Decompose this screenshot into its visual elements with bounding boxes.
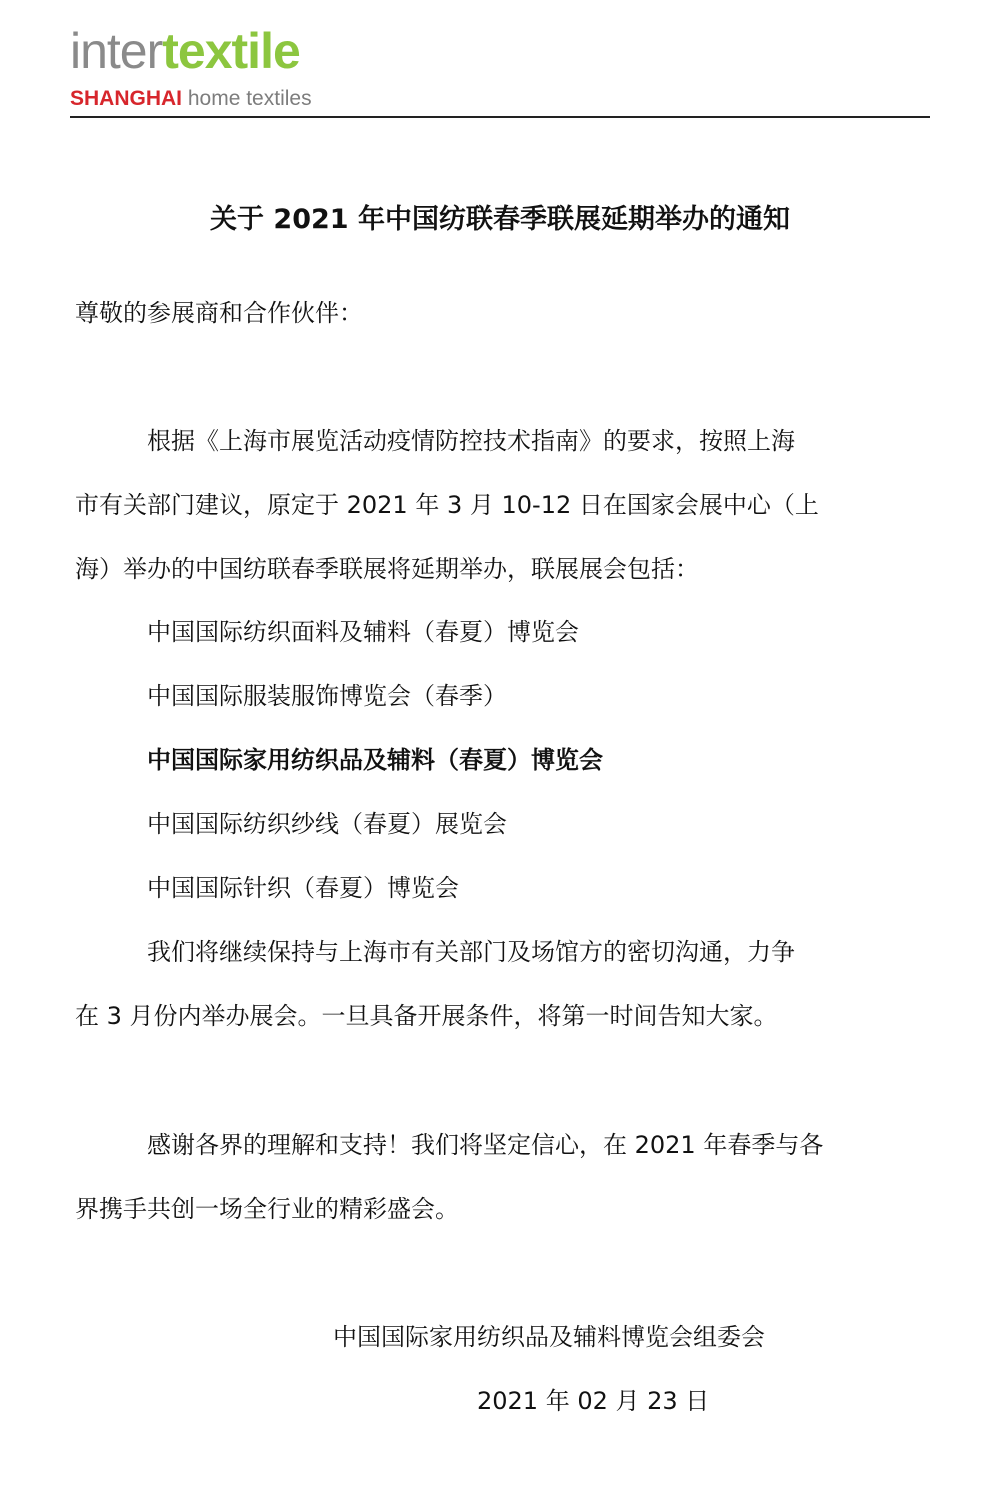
logo-tagline bbox=[70, 88, 312, 109]
signature-organizer: 中国国际家用纺织品及辅料博览会组委会 bbox=[333, 1323, 765, 1351]
exhibition-item: 中国国际纺织面料及辅料（春夏）博览会 bbox=[147, 618, 579, 646]
notice-title: 关于 2021 年中国纺联春季联展延期举办的通知 bbox=[210, 204, 790, 235]
header-divider bbox=[70, 116, 930, 118]
paragraph3-line2: 界携手共创一场全行业的精彩盛会。 bbox=[75, 1195, 459, 1223]
paragraph2-line1: 我们将继续保持与上海市有关部门及场馆方的密切沟通，力争 bbox=[147, 938, 795, 966]
signature-date: 2021 年 02 月 23 日 bbox=[477, 1387, 710, 1415]
logo-home-textiles-text: home textiles bbox=[182, 87, 312, 110]
logo-inter-text: inter bbox=[70, 23, 163, 79]
paragraph3-line1: 感谢各界的理解和支持！我们将坚定信心，在 2021 年春季与各 bbox=[147, 1131, 824, 1159]
exhibition-item: 中国国际服装服饰博览会（春季） bbox=[147, 682, 507, 710]
exhibition-item: 中国国际针织（春夏）博览会 bbox=[147, 874, 459, 902]
salutation: 尊敬的参展商和合作伙伴： bbox=[75, 299, 363, 327]
intertextile-logo bbox=[70, 23, 312, 110]
paragraph1-line2: 市有关部门建议，原定于 2021 年 3 月 10-12 日在国家会展中心（上 bbox=[75, 491, 819, 519]
logo-wordmark bbox=[70, 23, 312, 79]
exhibition-item-highlighted: 中国国际家用纺织品及辅料（春夏）博览会 bbox=[147, 746, 603, 774]
logo-shanghai-text: SHANGHAI bbox=[70, 87, 183, 110]
paragraph1-line1: 根据《上海市展览活动疫情防控技术指南》的要求，按照上海 bbox=[147, 427, 795, 455]
paragraph2-line2: 在 3 月份内举办展会。一旦具备开展条件，将第一时间告知大家。 bbox=[75, 1002, 778, 1030]
exhibition-item: 中国国际纺织纱线（春夏）展览会 bbox=[147, 810, 507, 838]
logo-textile-text: textile bbox=[162, 23, 300, 79]
paragraph1-line3: 海）举办的中国纺联春季联展将延期举办，联展展会包括： bbox=[75, 555, 699, 583]
